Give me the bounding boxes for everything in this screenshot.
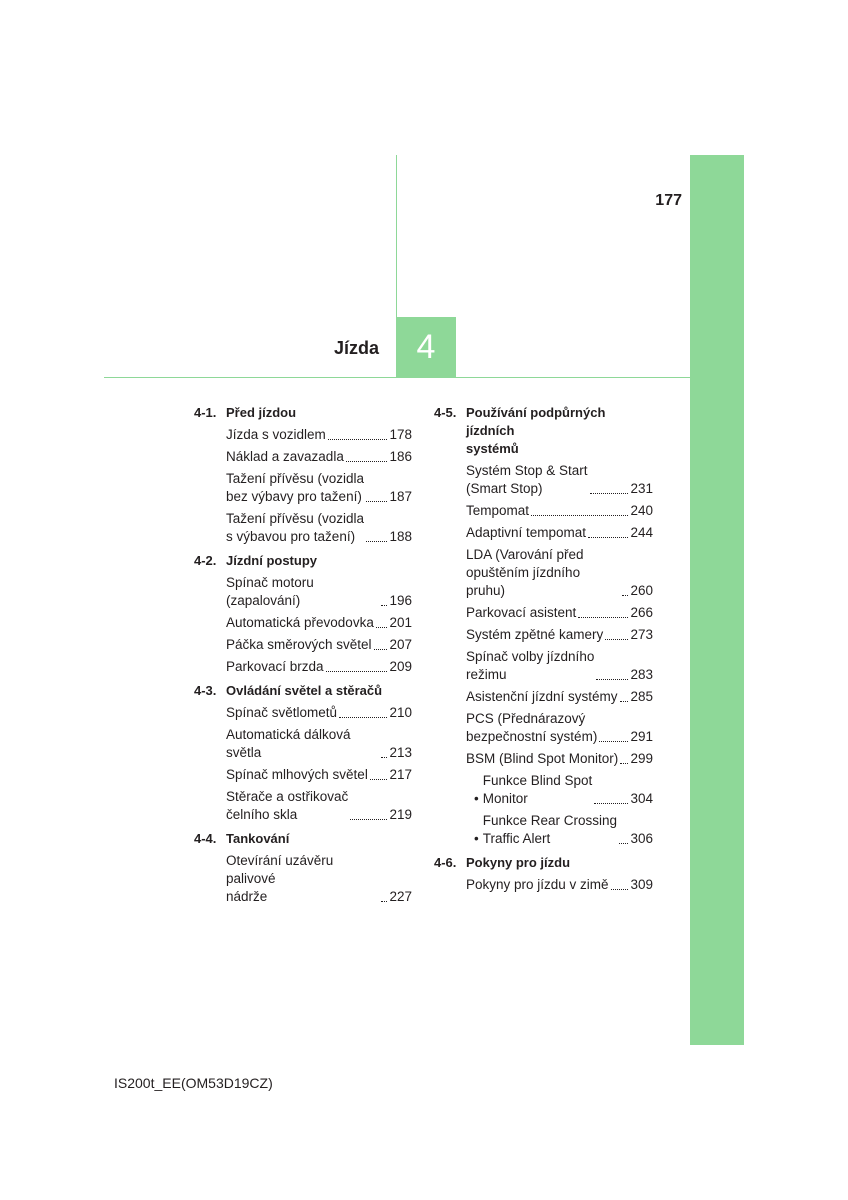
dot-leader bbox=[578, 617, 628, 618]
toc-entry-title: Pokyny pro jízdu v zimě bbox=[466, 877, 609, 892]
toc-section-heading[interactable] bbox=[194, 552, 412, 570]
page-number: 177 bbox=[655, 192, 682, 209]
toc-entry-title: PCS (Přednárazový bezpečnostní systém) bbox=[466, 711, 598, 744]
toc-entry[interactable] bbox=[194, 658, 412, 676]
toc-entry-page: 266 bbox=[630, 605, 653, 620]
toc-entry[interactable] bbox=[434, 604, 653, 622]
toc-entry[interactable] bbox=[194, 704, 412, 722]
toc-entry-title: Spínač mlhových světel bbox=[226, 767, 368, 782]
chapter-number-box: 4 bbox=[396, 317, 456, 377]
toc-section-title: Jízdní postupy bbox=[226, 553, 317, 568]
header-vertical-rule bbox=[396, 155, 397, 317]
dot-leader bbox=[376, 627, 388, 628]
toc-section-title: Pokyny pro jízdu bbox=[466, 855, 571, 870]
toc-entry-page: 219 bbox=[389, 807, 412, 822]
toc-entry-page: 217 bbox=[389, 767, 412, 782]
toc-entry[interactable] bbox=[434, 812, 653, 848]
toc-entry-page: 244 bbox=[630, 525, 653, 540]
dot-leader bbox=[620, 701, 629, 702]
toc-entry-page: 273 bbox=[630, 627, 653, 642]
toc-entry[interactable] bbox=[434, 750, 653, 768]
toc-entry-page: 231 bbox=[630, 481, 653, 496]
bullet-icon: • bbox=[474, 831, 479, 846]
toc-entry-page: 309 bbox=[630, 877, 653, 892]
toc-entry-page: 306 bbox=[630, 831, 653, 846]
toc-entry-title: Systém zpětné kamery bbox=[466, 627, 604, 642]
dot-leader bbox=[346, 461, 388, 462]
toc-entry-title: Systém Stop & Start (Smart Stop) bbox=[466, 463, 588, 496]
toc-section-title: Používání podpůrných jízdních systémů bbox=[466, 405, 606, 456]
toc-entry[interactable] bbox=[434, 876, 653, 894]
toc-entry-title: Asistenční jízdní systémy bbox=[466, 689, 618, 704]
dot-leader bbox=[366, 541, 387, 542]
toc-entry[interactable] bbox=[434, 710, 653, 746]
dot-leader bbox=[588, 537, 628, 538]
dot-leader bbox=[381, 605, 387, 606]
toc-entry[interactable] bbox=[434, 502, 653, 520]
toc-entry-title: Tempomat bbox=[466, 503, 530, 518]
dot-leader bbox=[620, 763, 628, 764]
dot-leader bbox=[326, 671, 388, 672]
dot-leader bbox=[622, 595, 628, 596]
toc-entry-page: 213 bbox=[389, 745, 412, 760]
toc-section-number: 4-5. bbox=[434, 405, 457, 420]
toc-entry-page: 187 bbox=[389, 489, 412, 504]
toc-entry[interactable] bbox=[434, 524, 653, 542]
toc-entry[interactable] bbox=[434, 462, 653, 498]
toc-entry-title: Spínač světlometů bbox=[226, 705, 338, 720]
dot-leader bbox=[350, 819, 387, 820]
toc-entry-page: 299 bbox=[630, 751, 653, 766]
dot-leader bbox=[599, 741, 628, 742]
toc-section-number: 4-3. bbox=[194, 683, 217, 698]
toc-section-heading[interactable] bbox=[194, 682, 412, 700]
toc-entry-title: Spínač motoru (zapalování) bbox=[226, 575, 314, 608]
toc-section-title: Tankování bbox=[226, 831, 290, 846]
toc-entry-page: 188 bbox=[389, 529, 412, 544]
toc-entry-page: 285 bbox=[630, 689, 653, 704]
dot-leader bbox=[590, 493, 629, 494]
toc-entry-title: Funkce Blind Spot Monitor bbox=[482, 773, 593, 806]
dot-leader bbox=[596, 679, 628, 680]
toc-entry-title: Otevírání uzávěru palivové nádrže bbox=[226, 853, 334, 904]
chapter-side-tab bbox=[690, 155, 744, 1045]
toc-entry-page: 196 bbox=[389, 593, 412, 608]
toc-entry[interactable] bbox=[194, 726, 412, 762]
toc-entry-page: 227 bbox=[389, 889, 412, 904]
toc-entry[interactable] bbox=[434, 688, 653, 706]
dot-leader bbox=[594, 803, 628, 804]
toc-entry-title: Parkovací brzda bbox=[226, 659, 324, 674]
toc-right-column bbox=[434, 404, 653, 898]
footer-code: IS200t_EE(OM53D19CZ) bbox=[114, 1075, 273, 1091]
toc-entry[interactable] bbox=[194, 636, 412, 654]
toc-entry-page: 260 bbox=[630, 583, 653, 598]
toc-section-number: 4-4. bbox=[194, 831, 217, 846]
header-horizontal-rule bbox=[104, 377, 690, 378]
dot-leader bbox=[328, 439, 388, 440]
toc-entry-page: 201 bbox=[389, 615, 412, 630]
toc-entry-title: Náklad a zavazadla bbox=[226, 449, 344, 464]
dot-leader bbox=[605, 639, 628, 640]
dot-leader bbox=[366, 501, 387, 502]
toc-entry-title: Automatická dálková světla bbox=[226, 727, 351, 760]
toc-section-heading[interactable] bbox=[434, 404, 653, 458]
toc-entry[interactable] bbox=[194, 448, 412, 466]
toc-entry-title: BSM (Blind Spot Monitor) bbox=[466, 751, 619, 766]
toc-section-title: Ovládání světel a stěračů bbox=[226, 683, 383, 698]
toc-entry-page: 178 bbox=[389, 427, 412, 442]
dot-leader bbox=[381, 757, 387, 758]
toc-entry-title: Jízda s vozidlem bbox=[226, 427, 326, 442]
toc-entry[interactable] bbox=[194, 766, 412, 784]
toc-section-number: 4-2. bbox=[194, 553, 217, 568]
dot-leader bbox=[531, 515, 628, 516]
toc-section-number: 4-1. bbox=[194, 405, 217, 420]
toc-entry-page: 186 bbox=[389, 449, 412, 464]
toc-section-heading[interactable] bbox=[434, 854, 653, 872]
toc-section-number: 4-6. bbox=[434, 855, 457, 870]
toc-entry[interactable] bbox=[194, 852, 412, 906]
dot-leader bbox=[619, 843, 628, 844]
toc-entry-title: Tažení přívěsu (vozidla bez výbavy pro tažení) bbox=[226, 471, 365, 504]
toc-entry-title: Páčka směrových světel bbox=[226, 637, 372, 652]
toc-entry-title: Spínač volby jízdního režimu bbox=[466, 649, 595, 682]
toc-entry[interactable] bbox=[434, 772, 653, 808]
toc-section-heading[interactable] bbox=[194, 404, 412, 422]
toc-entry-title: Tažení přívěsu (vozidla s výbavou pro tažení) bbox=[226, 511, 365, 544]
bullet-icon: • bbox=[474, 791, 479, 806]
toc-entry[interactable] bbox=[194, 426, 412, 444]
toc-entry-page: 304 bbox=[630, 791, 653, 806]
toc-entry-page: 207 bbox=[389, 637, 412, 652]
toc-entry[interactable] bbox=[434, 626, 653, 644]
toc-entry-title: LDA (Varování před opuštěním jízdního pruhu) bbox=[466, 547, 584, 598]
toc-entry-title: Adaptivní tempomat bbox=[466, 525, 587, 540]
toc-section-title: Před jízdou bbox=[226, 405, 297, 420]
toc-left-column bbox=[194, 404, 412, 910]
toc-entry-page: 291 bbox=[630, 729, 653, 744]
toc-entry[interactable] bbox=[194, 574, 412, 610]
dot-leader bbox=[339, 717, 387, 718]
dot-leader bbox=[611, 889, 629, 890]
toc-entry[interactable] bbox=[194, 614, 412, 632]
toc-entry[interactable] bbox=[194, 788, 412, 824]
dot-leader bbox=[374, 649, 388, 650]
toc-section-heading[interactable] bbox=[194, 830, 412, 848]
toc-entry-page: 283 bbox=[630, 667, 653, 682]
toc-entry-page: 210 bbox=[389, 705, 412, 720]
toc-entry[interactable] bbox=[194, 470, 412, 506]
toc-entry[interactable] bbox=[434, 648, 653, 684]
toc-entry-title: Funkce Rear Crossing Traffic Alert bbox=[482, 813, 618, 846]
toc-entry-title: Automatická převodovka bbox=[226, 615, 374, 630]
toc-entry[interactable] bbox=[194, 510, 412, 546]
chapter-title: Jízda bbox=[333, 338, 379, 358]
dot-leader bbox=[370, 779, 388, 780]
dot-leader bbox=[381, 901, 387, 902]
toc-entry-page: 209 bbox=[389, 659, 412, 674]
toc-entry[interactable] bbox=[434, 546, 653, 600]
toc-entry-title: Stěrače a ostřikovač čelního skla bbox=[226, 789, 349, 822]
toc-entry-title: Parkovací asistent bbox=[466, 605, 577, 620]
toc-entry-page: 240 bbox=[630, 503, 653, 518]
